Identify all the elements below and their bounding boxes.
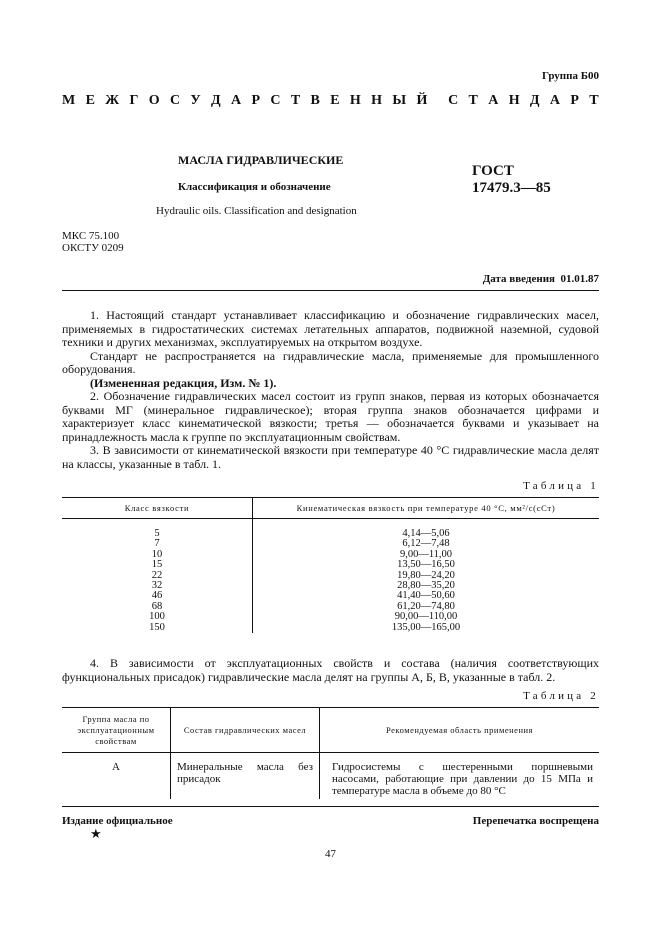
table-row: 150 135,00—165,00 [62, 623, 599, 633]
banner-letter: Р [251, 93, 261, 108]
paragraph-5: 4. В зависимости от эксплуатационных свойств и состава (наличия соответствующих функциональных присадок) гидравлические масла делят на группы А, Б, В, указанные в табл. 2. [62, 656, 599, 684]
amendment-note: (Измененная редакция, Изм. № 1). [90, 375, 277, 390]
gost-label: ГОСТ [472, 163, 514, 179]
banner-letter: Н [349, 93, 361, 108]
star-icon: ★ [90, 826, 102, 841]
header-divider [62, 290, 599, 291]
table1-col-viscosity: Кинематическая вязкость при температуре 40 °С, мм²/с(сСт) [253, 498, 600, 519]
footer-divider [62, 806, 599, 807]
banner-letter: С [270, 93, 281, 108]
table1-caption: Таблица 1 [523, 480, 599, 492]
banner-letter: Г [129, 93, 139, 108]
groups-table [62, 707, 599, 799]
date-label: Дата введения [482, 273, 555, 285]
banner-letter: Ж [105, 93, 120, 108]
banner-letter: А [488, 93, 499, 108]
banner-letter: Е [330, 93, 340, 108]
banner-letter: Р [570, 93, 579, 108]
body-text [62, 309, 599, 471]
banner-letter: С [169, 93, 181, 108]
banner-letter: С [448, 93, 459, 108]
banner-letter: Н [371, 93, 383, 108]
table2-col-group: Группа масла по эксплуатационным свойствам [62, 708, 171, 753]
table-row: 46 41,40—50,60 [62, 591, 599, 601]
banner-letter: Е [85, 93, 95, 108]
okstu-code: ОКСТУ 0209 [62, 242, 124, 254]
banner-letter: Й [416, 93, 428, 108]
table2-col-application: Рекомендуемая область применения [320, 708, 600, 753]
table-row: 100 90,00—110,00 [62, 612, 599, 622]
standard-banner [62, 93, 599, 109]
gost-block [472, 163, 551, 197]
paragraph-3: 2. Обозначение гидравлических масел состоит из групп знаков, первая из которых обозначается буквами МГ (минеральное гидравлическое); вторая группа знаков обозначается цифрами и характеризует класс кинематической вязкости; третья — обозначается буквами и указывает на принадлежность масла к группе по эксплуатационным свойствам. [62, 389, 599, 444]
banner-letter: А [231, 93, 242, 108]
table-header-row [62, 708, 599, 753]
banner-letter: Ы [392, 93, 407, 108]
table-row: 5 4,14—5,06 [62, 529, 599, 539]
official-edition: Издание официальное [62, 815, 173, 827]
viscosity-table [62, 497, 599, 633]
table2-caption: Таблица 2 [523, 690, 599, 702]
application-cell: Гидросистемы с шестеренными поршневыми насосами, работающие при давлении до 15 МПа и температуре масла в объеме до 80 °С [320, 753, 600, 800]
composition-cell: Минеральные масла без присадок [171, 753, 320, 800]
page-number: 47 [325, 848, 336, 860]
banner-letter: Н [508, 93, 520, 108]
table-row: 32 28,80—35,20 [62, 581, 599, 591]
table-row: 22 19,80—24,20 [62, 571, 599, 581]
table-row: 7 6,12—7,48 [62, 539, 599, 549]
english-title: Hydraulic oils. Classification and designation [156, 205, 357, 217]
table-row: 68 61,20—74,80 [62, 602, 599, 612]
paragraph-4: 3. В зависимости от кинематической вязкости при температуре 40 °С гидравлические масла делят на классы, указанные в табл. 1. [62, 443, 599, 471]
banner-letter: Т [589, 93, 599, 108]
banner-letter: А [549, 93, 561, 108]
group-cell: А [112, 761, 120, 773]
effective-date [483, 273, 599, 285]
document-title: МАСЛА ГИДРАВЛИЧЕСКИЕ [178, 153, 344, 167]
group-code: Группа Б00 [542, 70, 599, 82]
date-value: 01.01.87 [560, 273, 599, 285]
mks-code: МКС 75.100 [62, 230, 120, 242]
banner-letter: Д [529, 93, 540, 108]
gost-number: 17479.3—85 [472, 180, 551, 196]
banner-letter: О [148, 93, 160, 108]
paragraph-2: Стандарт не распространяется на гидравлические масла, применяемые для промышленного оборудования. [62, 348, 599, 376]
banner-letter: Д [211, 93, 221, 108]
banner-letter: В [310, 93, 320, 108]
table-row [62, 753, 599, 800]
table-row: 15 13,50—16,50 [62, 560, 599, 570]
banner-letter: У [190, 93, 201, 108]
banner-letter: М [62, 93, 76, 108]
table-row: 10 9,00—11,00 [62, 550, 599, 560]
banner-letter: Т [468, 93, 478, 108]
paragraph-1: 1. Настоящий стандарт устанавливает классификацию и обозначение гидравлических масел, применяемых в гидростатических системах летательных аппаратов, подвижной наземной, судовой техники и других механизмах, эксплуатируемых на открытом воздухе. [62, 308, 599, 349]
classification-codes [62, 230, 124, 254]
reprint-prohibited: Перепечатка воспрещена [472, 815, 599, 827]
table-header-row [62, 498, 599, 519]
table1-col-class: Класс вязкости [62, 498, 253, 519]
banner-letter: Т [290, 93, 301, 108]
table2-col-composition: Состав гидравлических масел [171, 708, 320, 753]
body-text-2 [62, 657, 599, 684]
document-subtitle: Классификация и обозначение [178, 181, 331, 193]
